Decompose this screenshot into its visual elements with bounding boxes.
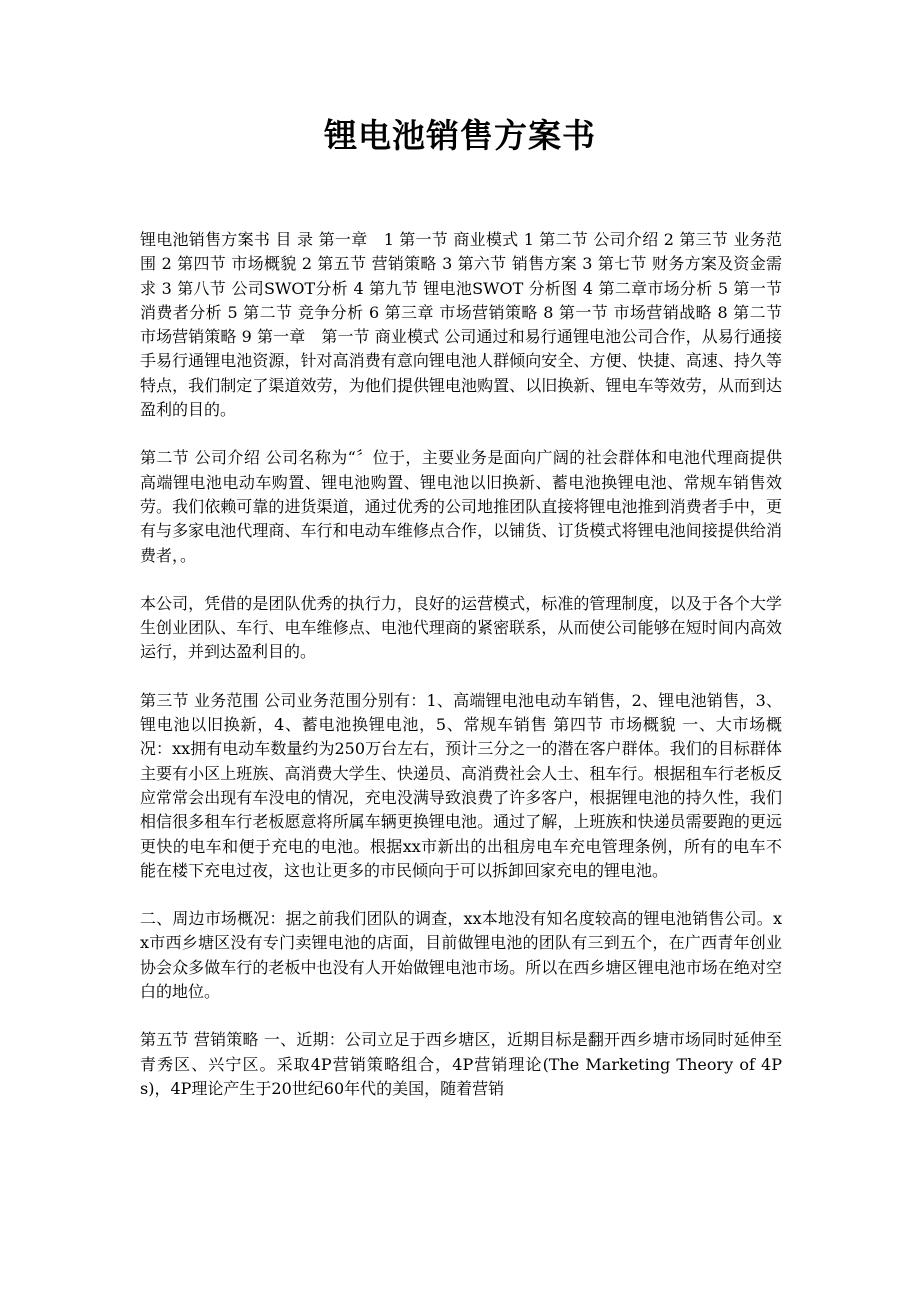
paragraph-toc-business-model: 锂电池销售方案书 目 录 第一章 1 第一节 商业模式 1 第二节 公司介绍 2 第三节 业务范围 2 第四节 市场概貌 2 第五节 营销策略 3 第六节 销售方案 3 第七节 财务方案及资金需求 3 第八节 公司SWOT分析 4 第九节 锂电池SWOT 分析图 4 第二章市场分析 5 第一节 消费者分析 5 第二节 竞争分析 6 第三章 市场营销策略 8 第一节 市场营销战略 8 第二节 市场营销策略 9 第一章 第一节 商业模式 公司通过和易行通锂电池公司合作，从易行通接手易行通锂电池资源，针对高消费有意向锂电池人群倾向安全、方便、快捷、高速、持久等特点，我们制定了渠道效劳，为他们提供锂电池购置、以旧换新、锂电车等效劳，从而到达盈利的目的。 <box>140 230 782 420</box>
paragraph-marketing-strategy: 第五节 营销策略 一、近期：公司立足于西乡塘区，近期目标是翻开西乡塘市场同时延伸至青秀区、兴宁区。采取4P营销策略组合，4P营销理论(The Marketing Theory of 4Ps)，4P理论产生于20世纪60年代的美国，随着营销 <box>140 1030 782 1098</box>
paragraph-local-market: 二、周边市场概况：据之前我们团队的调查，xx本地没有知名度较高的锂电池销售公司。xx市西乡塘区没有专门卖锂电池的店面，目前做锂电池的团队有三到五个，在广西青年创业协会众多做车行的老板中也没有人开始做锂电池市场。所以在西乡塘区锂电池市场在绝对空白的地位。 <box>140 909 782 1002</box>
paragraph-business-scope-market: 第三节 业务范围 公司业务范围分别有：1、高端锂电池电动车销售，2、锂电池销售，3、锂电池以旧换新，4、蓄电池换锂电池，5、常规车销售 第四节 市场概貌 一、大市场概况：xx拥有电动车数量约为250万台左右，预计三分之一的潜在客户群体。我们的目标群体主要有小区上班族、高消费大学生、快递员、高消费社会人士、租车行。根据租车行老板反应常常会出现有车没电的情况，充电没满导致浪费了许多客户，根据锂电池的持久性，我们相信很多租车行老板愿意将所属车辆更换锂电池。通过了解，上班族和快递员需要跑的更远更快的电车和便于充电的电池。根据xx市新出的出租房电车充电管理条例，所有的电车不能在楼下充电过夜，这也让更多的市民倾向于可以拆卸回家充电的锂电池。 <box>140 690 782 880</box>
document-title: 锂电池销售方案书 <box>324 116 596 155</box>
paragraph-company-intro: 第二节 公司介绍 公司名称为“〞位于，主要业务是面向广阔的社会群体和电池代理商提供高端锂电池电动车购置、锂电池购置、锂电池以旧换新、蓄电池换锂电池、常规车销售效劳。我们依赖可靠的进货渠道，通过优秀的公司地推团队直接将锂电池推到消费者手中，更有与多家电池代理商、车行和电动车维修点合作，以铺货、订货模式将锂电池间接提供给消费者，。 <box>140 448 782 565</box>
paragraph-company-strengths: 本公司，凭借的是团队优秀的执行力，良好的运营模式，标准的管理制度，以及于各个大学生创业团队、车行、电车维修点、电池代理商的紧密联系，从而使公司能够在短时间内高效运行，并到达盈利目的。 <box>140 593 782 662</box>
document-body <box>140 228 782 1125</box>
